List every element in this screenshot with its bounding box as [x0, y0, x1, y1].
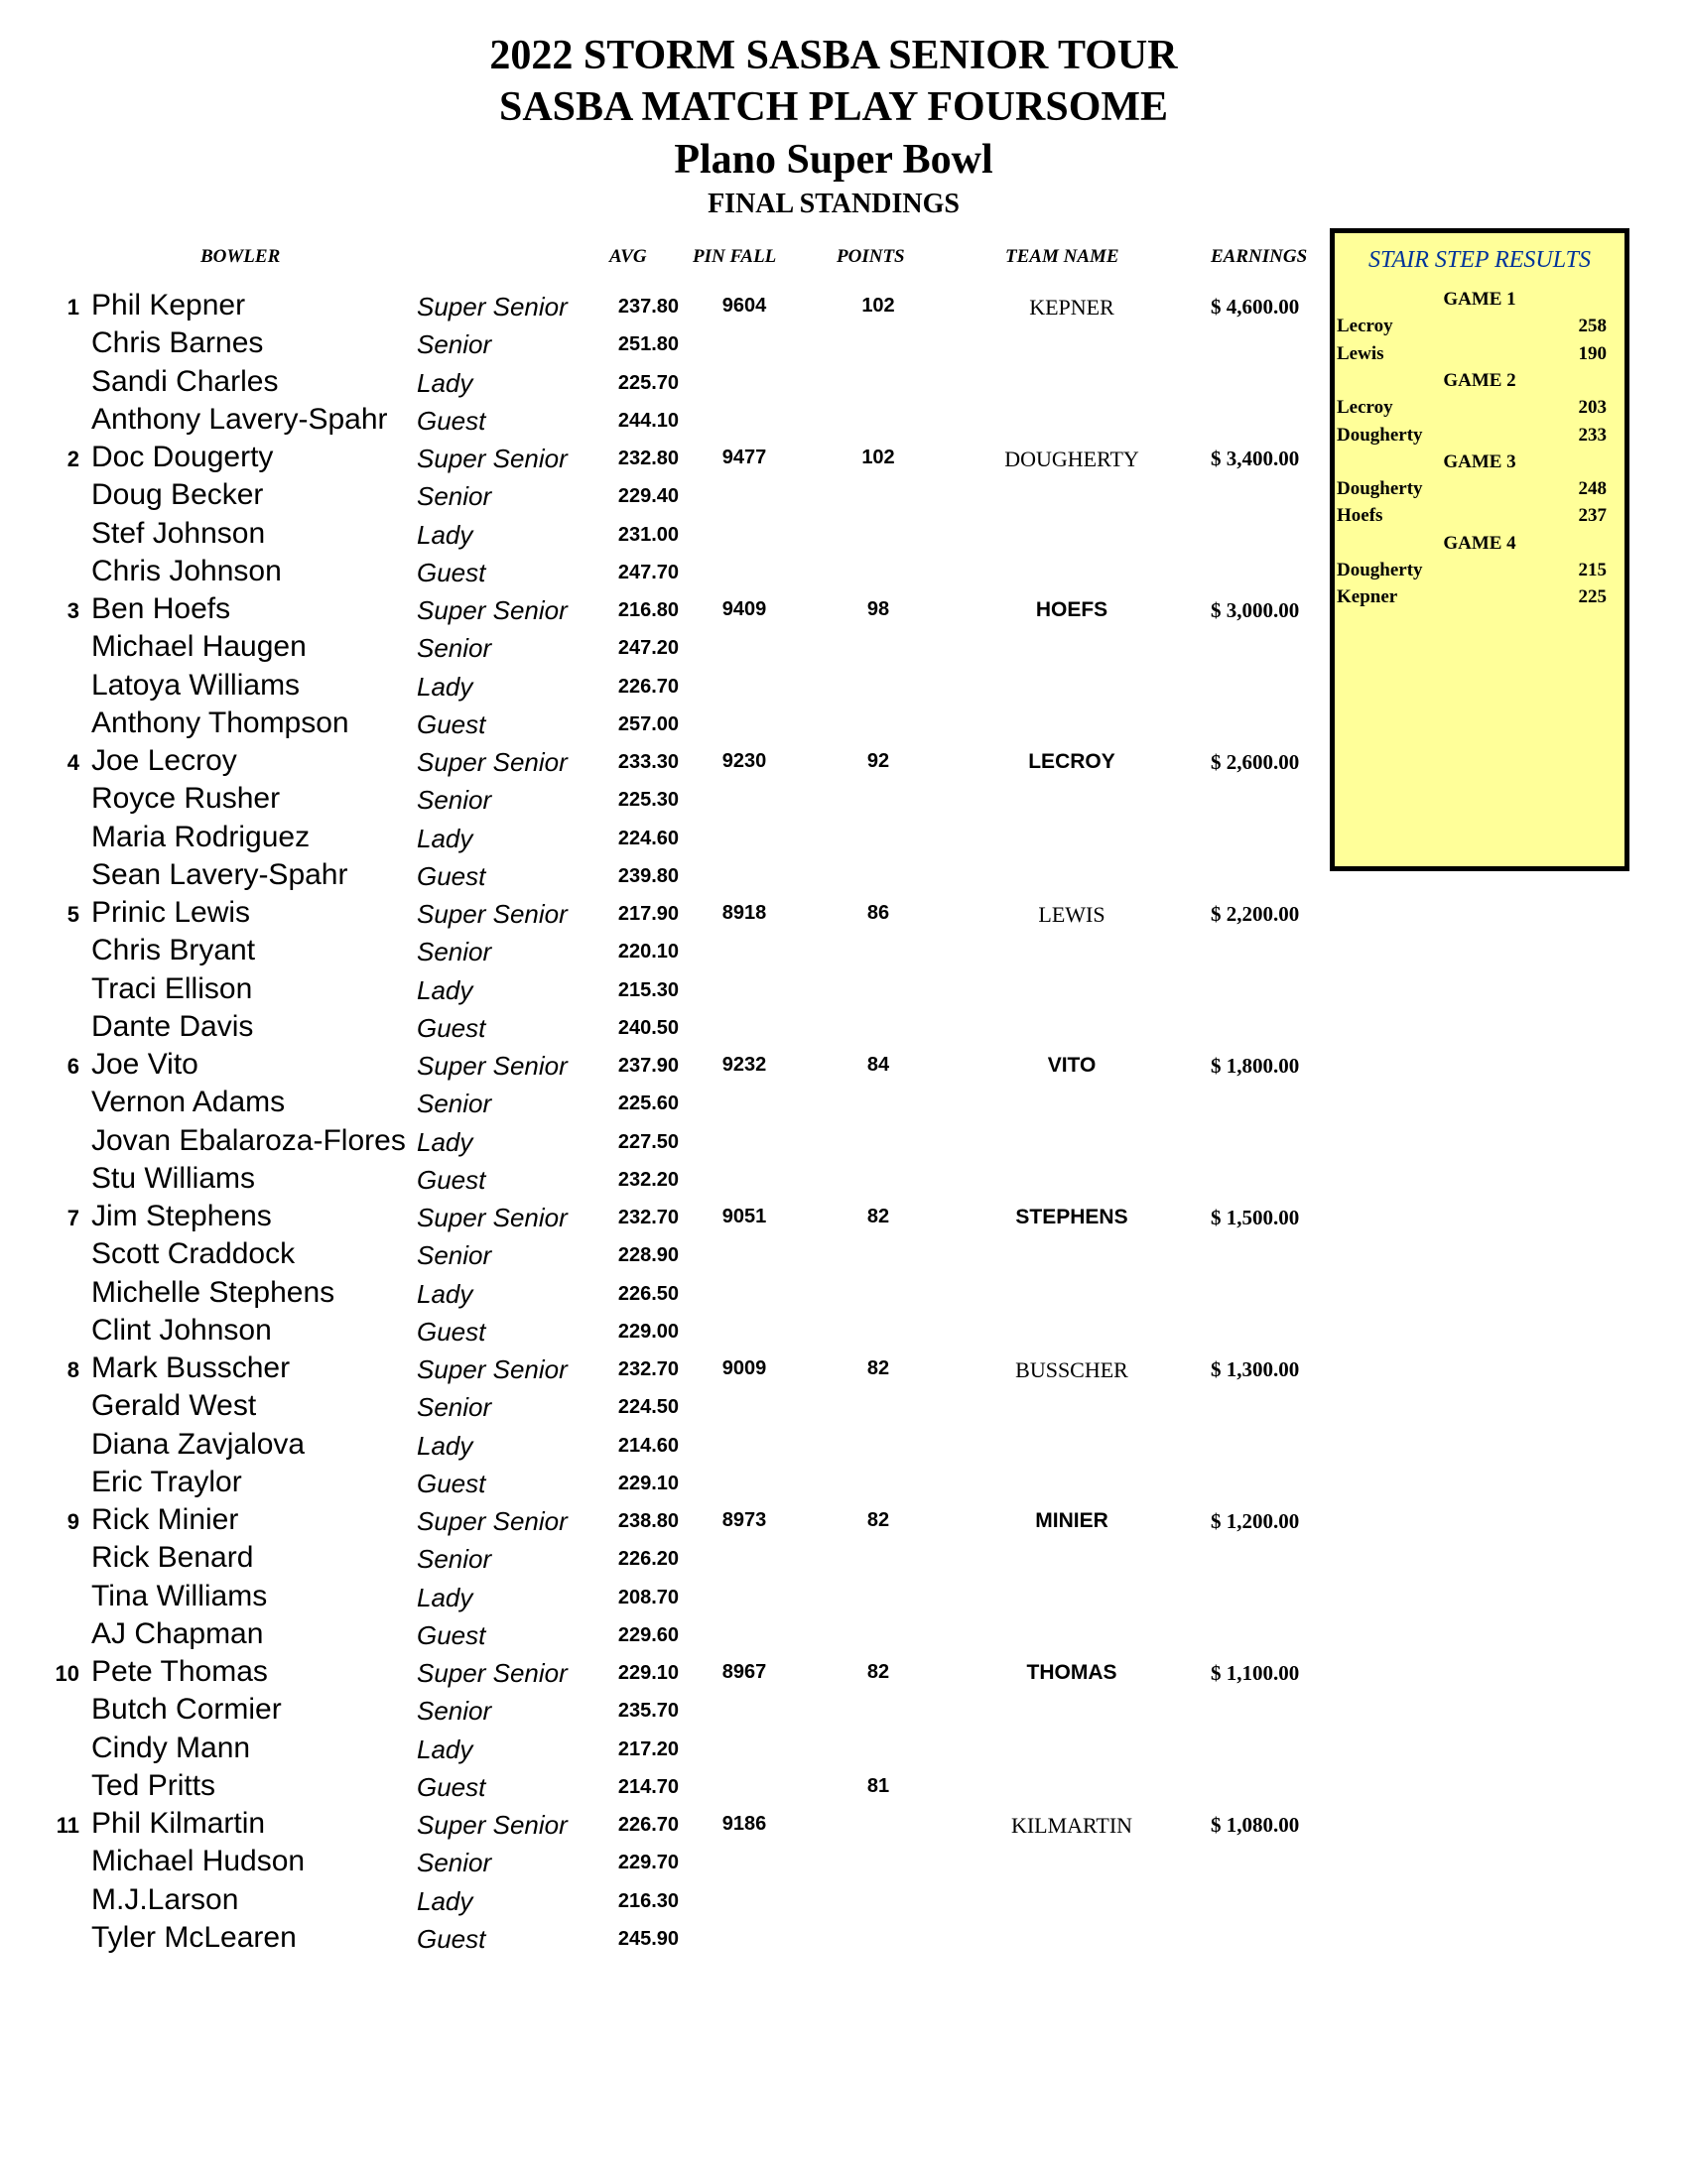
stair-step-title: STAIR STEP RESULTS [1368, 247, 1591, 273]
stair-team-name: Kepner [1337, 586, 1398, 607]
bowler-average: 232.70 [617, 1358, 679, 1380]
bowler-name: Jim Stephens [91, 1200, 272, 1232]
bowler-name: Tyler McLearen [91, 1921, 297, 1954]
stair-team-name: Dougherty [1337, 425, 1423, 446]
bowler-division: Super Senior [417, 899, 568, 929]
bowler-average: 240.50 [617, 1017, 679, 1039]
bowler-rank: 11 [56, 1813, 79, 1838]
table-row [0, 821, 1320, 858]
bowler-name: Doc Dougerty [91, 441, 274, 473]
bowler-name: Joe Vito [91, 1048, 198, 1081]
table-row [0, 1769, 1320, 1807]
bowler-name: Ben Hoefs [91, 592, 231, 625]
bowler-average: 232.20 [617, 1169, 679, 1191]
bowler-average: 227.50 [617, 1131, 679, 1153]
bowler-division: Senior [417, 785, 492, 815]
bowler-average: 214.70 [617, 1776, 679, 1798]
bowler-division: Super Senior [417, 1658, 568, 1688]
bowler-division: Guest [417, 406, 486, 436]
table-row [0, 1237, 1320, 1275]
bowler-average: 226.20 [617, 1548, 679, 1570]
bowler-rank: 7 [66, 1206, 79, 1230]
bowler-name: Scott Craddock [91, 1237, 296, 1270]
table-row [0, 1807, 1320, 1845]
bowler-name: Gerald West [91, 1389, 257, 1422]
bowler-division: Guest [417, 1317, 486, 1347]
team-name: HOEFS [1035, 598, 1108, 621]
bowler-average: 224.50 [617, 1396, 679, 1418]
team-name: DOUGHERTY [1004, 447, 1139, 471]
bowler-average: 226.70 [617, 676, 679, 698]
table-row [0, 441, 1320, 478]
bowler-rank: 1 [66, 295, 79, 320]
stair-score-line [1335, 312, 1624, 341]
bowler-average: 229.00 [617, 1321, 679, 1343]
team-pin-fall: 9186 [721, 1813, 767, 1835]
bowler-average: 237.90 [617, 1055, 679, 1077]
bowler-name: Royce Rusher [91, 782, 281, 815]
stair-score-line [1335, 393, 1624, 423]
bowler-division: Guest [417, 1924, 486, 1954]
team-pin-fall: 8918 [721, 902, 767, 924]
team-name: VITO [1047, 1054, 1097, 1077]
bowler-name: Dante Davis [91, 1010, 254, 1043]
stair-team-name: Dougherty [1337, 478, 1423, 499]
table-row [0, 1617, 1320, 1655]
bowler-division: Lady [417, 1127, 473, 1157]
bowler-division: Super Senior [417, 595, 568, 625]
bowler-name: Doug Becker [91, 478, 264, 511]
table-row [0, 365, 1320, 403]
bowler-division: Lady [417, 368, 473, 398]
bowler-average: 216.80 [617, 599, 679, 621]
team-name: STEPHENS [1015, 1206, 1128, 1228]
bowler-name: Clint Johnson [91, 1314, 272, 1347]
bowler-name: Vernon Adams [91, 1086, 286, 1118]
table-row [0, 707, 1320, 744]
bowler-name: Mark Busscher [91, 1351, 291, 1384]
bowler-division: Lady [417, 824, 473, 853]
column-header-team-name: TEAM NAME [1005, 246, 1119, 267]
bowler-average: 217.20 [617, 1738, 679, 1760]
team-earnings: $ 1,080.00 [1211, 1813, 1300, 1837]
stair-score-line [1335, 501, 1624, 531]
stair-team-score: 233 [1578, 425, 1607, 446]
bowler-average: 238.80 [617, 1510, 679, 1532]
column-header-pin-fall: PIN FALL [693, 246, 777, 267]
team-pin-fall: 9604 [721, 295, 767, 317]
team-points: 82 [866, 1661, 890, 1683]
stair-team-name: Dougherty [1337, 560, 1423, 580]
bowler-average: 244.10 [617, 410, 679, 432]
bowler-average: 226.70 [617, 1814, 679, 1836]
bowler-name: Anthony Lavery-Spahr [91, 403, 388, 436]
bowler-name: M.J.Larson [91, 1883, 239, 1916]
stair-game-heading [1335, 448, 1624, 477]
table-row [0, 1580, 1320, 1617]
bowler-name: Diana Zavjalova [91, 1428, 306, 1461]
stair-score-line [1335, 474, 1624, 504]
column-header-avg: AVG [609, 246, 647, 267]
bowler-division: Super Senior [417, 747, 568, 777]
bowler-division: Senior [417, 1544, 492, 1574]
bowler-division: Super Senior [417, 1203, 568, 1232]
team-earnings: $ 1,100.00 [1211, 1661, 1300, 1685]
team-points: 98 [866, 598, 890, 620]
bowler-division: Super Senior [417, 1354, 568, 1384]
bowler-name: Michael Haugen [91, 630, 307, 663]
team-earnings: $ 2,600.00 [1211, 750, 1300, 774]
stair-team-score: 203 [1578, 397, 1607, 418]
bowler-average: 214.60 [617, 1435, 679, 1457]
bowler-division: Lady [417, 672, 473, 702]
bowler-average: 229.10 [617, 1662, 679, 1684]
stair-team-score: 190 [1578, 343, 1607, 364]
column-header-points: POINTS [837, 246, 905, 267]
team-points: 102 [861, 447, 895, 468]
bowler-name: Stu Williams [91, 1162, 256, 1195]
bowler-average: 237.80 [617, 296, 679, 318]
bowler-average: 247.70 [617, 562, 679, 583]
bowler-name: Rick Benard [91, 1541, 254, 1574]
bowler-division: Super Senior [417, 1506, 568, 1536]
team-pin-fall: 9409 [721, 598, 767, 620]
bowler-division: Senior [417, 329, 492, 359]
bowler-division: Super Senior [417, 1810, 568, 1840]
table-row [0, 1010, 1320, 1048]
team-points: 82 [866, 1357, 890, 1379]
bowler-name: Latoya Williams [91, 669, 301, 702]
bowler-average: 229.10 [617, 1473, 679, 1494]
bowler-name: Phil Kilmartin [91, 1807, 266, 1840]
team-points: 82 [866, 1509, 890, 1531]
bowler-average: 225.60 [617, 1092, 679, 1114]
stair-game-heading [1335, 366, 1624, 396]
bowler-rank: 5 [66, 902, 79, 927]
bowler-average: 231.00 [617, 524, 679, 546]
team-points: 92 [866, 750, 890, 772]
game-label: GAME 1 [1443, 289, 1516, 310]
team-pin-fall: 8973 [721, 1509, 767, 1531]
bowler-division: Super Senior [417, 1051, 568, 1081]
bowler-name: Chris Bryant [91, 934, 256, 966]
table-row [0, 517, 1320, 555]
table-row [0, 1466, 1320, 1503]
table-row [0, 1351, 1320, 1389]
stair-score-line [1335, 582, 1624, 612]
stair-game-heading [1335, 285, 1624, 315]
table-row [0, 1086, 1320, 1123]
table-row [0, 1732, 1320, 1769]
bowler-average: 229.60 [617, 1624, 679, 1646]
table-row [0, 1503, 1320, 1541]
standings-subtitle: FINAL STANDINGS [708, 189, 960, 219]
bowler-name: Pete Thomas [91, 1655, 268, 1688]
bowler-division: Lady [417, 1431, 473, 1461]
bowler-name: Tina Williams [91, 1580, 268, 1612]
bowler-average: 229.70 [617, 1852, 679, 1873]
team-name: BUSSCHER [1015, 1357, 1128, 1382]
table-row [0, 782, 1320, 820]
bowler-name: Rick Minier [91, 1503, 239, 1536]
table-row [0, 744, 1320, 782]
table-row [0, 326, 1320, 364]
bowler-average: 229.40 [617, 485, 679, 507]
table-row [0, 1845, 1320, 1882]
team-name: LEWIS [1038, 902, 1105, 927]
bowler-name: Stef Johnson [91, 517, 266, 550]
bowler-rank: 4 [66, 750, 79, 775]
bowler-name: Joe Lecroy [91, 744, 237, 777]
bowler-division: Senior [417, 481, 492, 511]
team-pin-fall: 9477 [721, 447, 767, 468]
bowler-division: Senior [417, 1392, 492, 1422]
team-points: 84 [866, 1054, 890, 1076]
stair-team-score: 225 [1578, 586, 1607, 607]
bowler-average: 208.70 [617, 1587, 679, 1608]
stair-score-line [1335, 421, 1624, 450]
stair-score-line [1335, 556, 1624, 585]
team-name: KEPNER [1029, 295, 1114, 320]
bowler-division: Guest [417, 709, 486, 739]
bowler-average: 225.70 [617, 372, 679, 394]
bowler-average: 239.80 [617, 865, 679, 887]
column-header-bowler: BOWLER [200, 246, 281, 267]
bowler-average: 232.80 [617, 448, 679, 469]
bowler-division: Super Senior [417, 444, 568, 473]
table-row [0, 1921, 1320, 1959]
bowler-average: 217.90 [617, 903, 679, 925]
team-earnings: $ 1,300.00 [1211, 1357, 1300, 1381]
table-row [0, 669, 1320, 707]
bowler-rank: 2 [66, 447, 79, 471]
bowler-division: Senior [417, 937, 492, 966]
stair-step-results-box [1330, 228, 1629, 871]
game-label: GAME 3 [1443, 451, 1516, 472]
bowler-average: 220.10 [617, 941, 679, 963]
table-row [0, 1200, 1320, 1237]
team-pin-fall: 8967 [721, 1661, 767, 1683]
tour-title: 2022 STORM SASBA SENIOR TOUR [489, 33, 1178, 78]
bowler-name: Sandi Charles [91, 365, 279, 398]
bowler-division: Lady [417, 520, 473, 550]
bowler-division: Lady [417, 1734, 473, 1764]
bowler-average: 225.30 [617, 789, 679, 811]
bowler-rank: 8 [66, 1357, 79, 1382]
bowler-division: Guest [417, 1469, 486, 1498]
bowler-average: 224.60 [617, 828, 679, 849]
bowler-rank: 10 [55, 1661, 79, 1686]
bowler-division: Lady [417, 1886, 473, 1916]
event-title: SASBA MATCH PLAY FOURSOME [498, 84, 1169, 130]
stair-team-name: Lewis [1337, 343, 1384, 364]
bowler-name: Chris Barnes [91, 326, 264, 359]
team-earnings: $ 1,800.00 [1211, 1054, 1300, 1078]
bowler-name: Cindy Mann [91, 1732, 251, 1764]
bowler-name: Phil Kepner [91, 289, 246, 321]
team-points: 86 [866, 902, 890, 924]
team-name: KILMARTIN [1010, 1813, 1133, 1838]
team-name: MINIER [1035, 1509, 1108, 1532]
bowler-name: Jovan Ebalaroza-Flores [91, 1124, 406, 1157]
bowler-division: Guest [417, 1620, 486, 1650]
table-row [0, 1541, 1320, 1579]
table-row [0, 1048, 1320, 1086]
table-row [0, 592, 1320, 630]
team-earnings: $ 4,600.00 [1211, 295, 1300, 319]
table-row [0, 1389, 1320, 1427]
bowler-division: Guest [417, 1165, 486, 1195]
bowler-name: Eric Traylor [91, 1466, 242, 1498]
table-row [0, 1883, 1320, 1921]
bowler-rank: 9 [66, 1509, 79, 1534]
table-row [0, 630, 1320, 668]
bowler-average: 228.90 [617, 1244, 679, 1266]
stair-game-heading [1335, 529, 1624, 559]
bowler-average: 245.90 [617, 1928, 679, 1950]
bowler-division: Lady [417, 1583, 473, 1612]
team-name: THOMAS [1026, 1661, 1117, 1684]
venue-title: Plano Super Bowl [674, 137, 993, 183]
bowler-average: 232.70 [617, 1207, 679, 1228]
bowler-average: 251.80 [617, 333, 679, 355]
bowler-division: Super Senior [417, 292, 568, 321]
table-row [0, 1162, 1320, 1200]
bowler-division: Guest [417, 1772, 486, 1802]
bowler-name: Sean Lavery-Spahr [91, 858, 348, 891]
team-pin-fall: 9051 [721, 1206, 767, 1227]
team-earnings: $ 1,200.00 [1211, 1509, 1300, 1533]
bowler-division: Senior [417, 1089, 492, 1118]
team-points: 81 [866, 1775, 890, 1797]
team-earnings: $ 3,000.00 [1211, 598, 1300, 622]
stair-team-name: Hoefs [1337, 505, 1383, 526]
bowler-average: 216.30 [617, 1890, 679, 1912]
game-label: GAME 4 [1443, 533, 1516, 554]
bowler-division: Senior [417, 633, 492, 663]
table-row [0, 934, 1320, 971]
table-row [0, 403, 1320, 441]
table-row [0, 858, 1320, 896]
team-pin-fall: 9230 [721, 750, 767, 772]
team-name: LECROY [1028, 750, 1115, 773]
stair-team-score: 237 [1578, 505, 1607, 526]
team-earnings: $ 3,400.00 [1211, 447, 1300, 470]
bowler-division: Guest [417, 861, 486, 891]
bowler-name: Prinic Lewis [91, 896, 251, 929]
bowler-name: Michael Hudson [91, 1845, 306, 1877]
table-row [0, 1276, 1320, 1314]
table-row [0, 478, 1320, 516]
bowler-name: AJ Chapman [91, 1617, 264, 1650]
game-label: GAME 2 [1443, 370, 1516, 391]
team-pin-fall: 9232 [721, 1054, 767, 1076]
table-row [0, 1428, 1320, 1466]
bowler-division: Lady [417, 975, 473, 1005]
bowler-division: Lady [417, 1279, 473, 1309]
team-points: 82 [866, 1206, 890, 1227]
bowler-average: 257.00 [617, 713, 679, 735]
bowler-division: Guest [417, 1013, 486, 1043]
bowler-average: 215.30 [617, 979, 679, 1001]
stair-team-name: Lecroy [1337, 316, 1393, 336]
bowler-name: Chris Johnson [91, 555, 282, 587]
bowler-name: Maria Rodriguez [91, 821, 311, 853]
bowler-division: Senior [417, 1240, 492, 1270]
bowler-rank: 6 [66, 1054, 79, 1079]
team-pin-fall: 9009 [721, 1357, 767, 1379]
team-points: 102 [861, 295, 895, 317]
table-row [0, 972, 1320, 1010]
bowler-rank: 3 [66, 598, 79, 623]
stair-team-score: 258 [1578, 316, 1607, 336]
table-row [0, 1124, 1320, 1162]
table-row [0, 896, 1320, 934]
bowler-name: Anthony Thompson [91, 707, 349, 739]
bowler-name: Traci Ellison [91, 972, 253, 1005]
bowler-division: Guest [417, 558, 486, 587]
bowler-average: 226.50 [617, 1283, 679, 1305]
bowler-average: 233.30 [617, 751, 679, 773]
table-row [0, 1693, 1320, 1731]
stair-score-line [1335, 339, 1624, 369]
stair-team-name: Lecroy [1337, 397, 1393, 418]
stair-team-score: 248 [1578, 478, 1607, 499]
team-earnings: $ 1,500.00 [1211, 1206, 1300, 1229]
bowler-average: 235.70 [617, 1700, 679, 1722]
table-row [0, 1314, 1320, 1351]
table-row [0, 555, 1320, 592]
bowler-name: Ted Pritts [91, 1769, 216, 1802]
stair-team-score: 215 [1578, 560, 1607, 580]
bowler-name: Michelle Stephens [91, 1276, 335, 1309]
team-earnings: $ 2,200.00 [1211, 902, 1300, 926]
table-row [0, 289, 1320, 326]
bowler-name: Butch Cormier [91, 1693, 282, 1726]
table-row [0, 1655, 1320, 1693]
column-header-earnings: EARNINGS [1211, 246, 1308, 267]
bowler-division: Senior [417, 1696, 492, 1726]
bowler-division: Senior [417, 1848, 492, 1877]
bowler-average: 247.20 [617, 637, 679, 659]
